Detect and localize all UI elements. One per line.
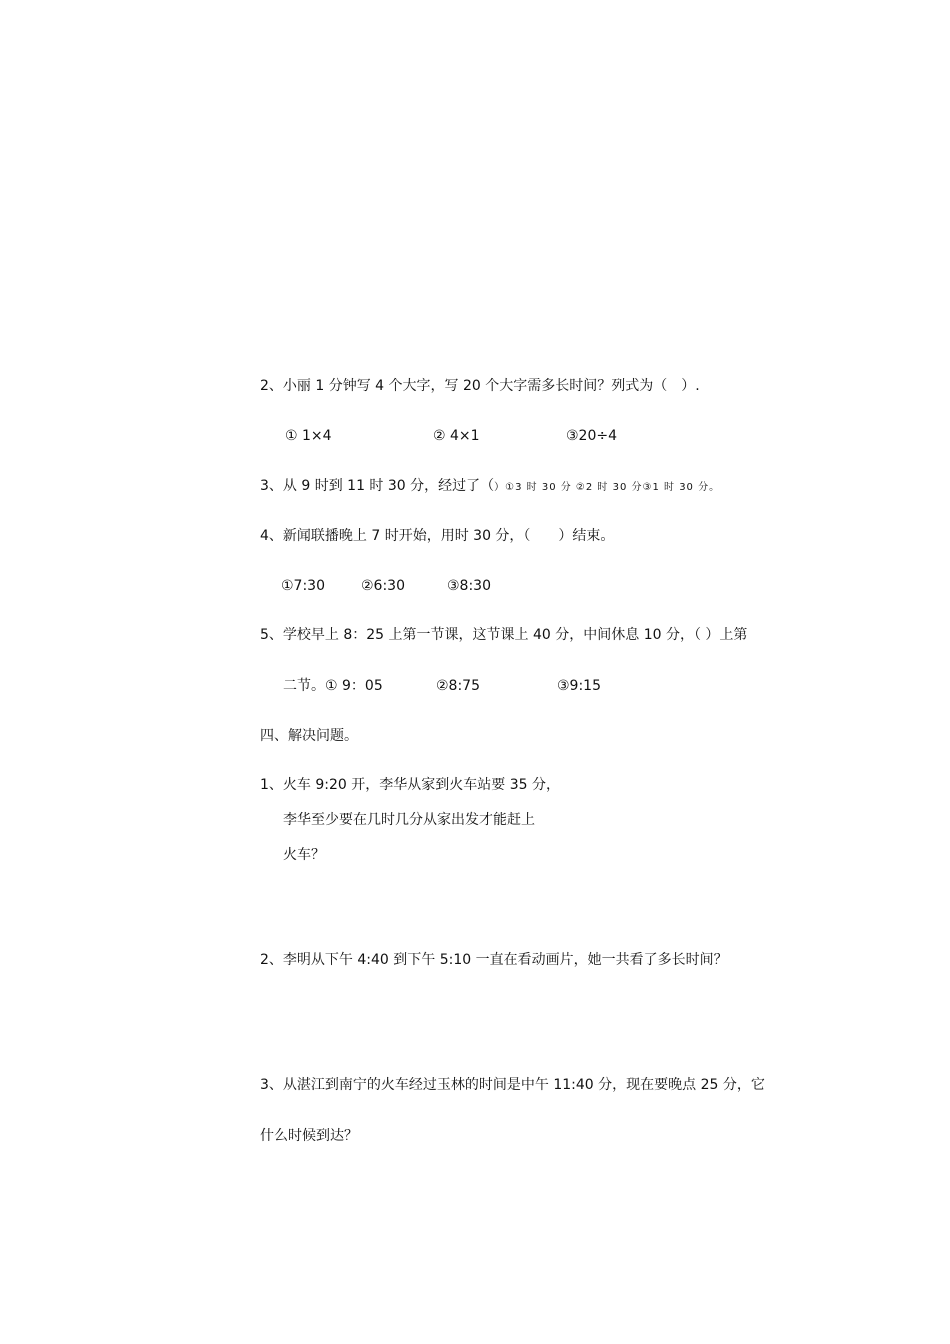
question-2-option-2: ② 4×1 (433, 428, 480, 444)
question-4-option-2: ②6:30 (361, 578, 405, 594)
problem-2-text: 2、李明从下午 4:40 到下午 5:10 一直在看动画片，她一共看了多长时间？ (260, 952, 728, 968)
question-2-text: 2、小丽 1 分钟写 4 个大字，写 20 个大字需多长时间？列式为（ ）. (260, 378, 700, 394)
question-2-option-1: ① 1×4 (285, 428, 332, 444)
question-5-option-3: ③9:15 (557, 678, 601, 694)
question-4-option-3: ③8:30 (447, 578, 491, 594)
question-3-options: ）①3 时 30 分 ②2 时 30 分③1 时 30 分。 (494, 482, 721, 493)
question-5-line-1: 5、学校早上 8：25 上第一节课，这节课上 40 分，中间休息 10 分，（ ）上第 (260, 627, 748, 643)
section-4-heading: 四、解决问题。 (260, 728, 358, 744)
question-4-text: 4、新闻联播晚上 7 时开始，用时 30 分，（ ）结束。 (260, 528, 615, 544)
problem-1-line-2: 李华至少要在几时几分从家出发才能赶上 (283, 812, 535, 828)
question-5-line-2: 二节。① 9：05 (283, 678, 383, 694)
problem-3-line-1: 3、从湛江到南宁的火车经过玉林的时间是中午 11:40 分，现在要晚点 25 分，它 (260, 1077, 765, 1093)
question-4-option-1: ①7:30 (281, 578, 325, 594)
question-3-stem: 3、从 9 时到 11 时 30 分，经过了（ (260, 478, 495, 494)
problem-1-line-1: 1、火车 9:20 开，李华从家到火车站要 35 分， (260, 777, 560, 793)
problem-3-line-2: 什么时候到达？ (260, 1128, 358, 1144)
question-3-text (260, 477, 720, 497)
problem-1-line-3: 火车？ (283, 847, 325, 863)
question-2-option-3: ③20÷4 (566, 428, 618, 444)
question-5-option-2: ②8:75 (436, 678, 480, 694)
